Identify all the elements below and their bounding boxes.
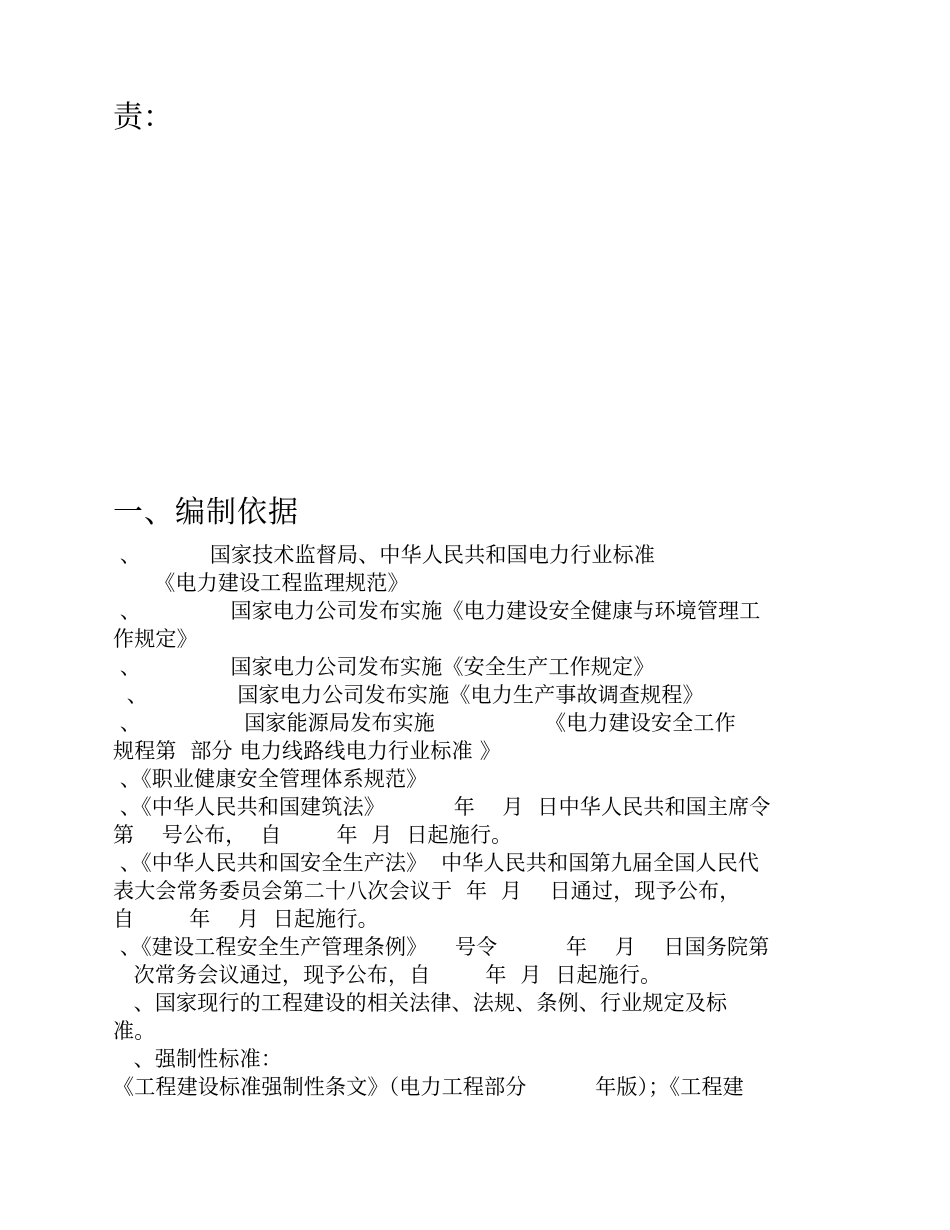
body-line: 、 国家电力公司发布实施《电力建设安全健康与环境管理工 (113, 599, 761, 623)
body-line: 表大会常务委员会第二十八次会议于 年 月 日通过，现予公布， (113, 879, 741, 903)
body-line: 、《中华人民共和国建筑法》 年 月 日中华人民共和国主席令 (113, 795, 771, 819)
body-line: 第 号公布， 自 年 月 日起施行。 (113, 823, 513, 847)
body-line: 、《建设工程安全生产管理条例》 号令 年 月 日国务院第 (113, 935, 770, 959)
body-line: 自 年 月 日起施行。 (113, 907, 379, 931)
body-line: 《电力建设工程监理规范》 (113, 571, 409, 595)
body-line: 准。 (113, 1019, 156, 1043)
section-heading: 一、编制依据 (113, 495, 299, 530)
body-line: 、 国家电力公司发布实施《电力生产事故调查规程》 (113, 683, 704, 707)
fragment-heading: 责： (113, 100, 173, 135)
body-line: 作规定》 (113, 627, 198, 651)
body-line: 、强制性标准： (113, 1047, 283, 1071)
body-line: 、 国家电力公司发布实施《安全生产工作规定》 (113, 655, 655, 679)
body-line: 、《职业健康安全管理体系规范》 (113, 767, 428, 791)
body-line: 、国家现行的工程建设的相关法律、法规、条例、行业规定及标 (113, 991, 728, 1015)
body-line: 、《中华人民共和国安全生产法》 中华人民共和国第九届全国人民代 (113, 851, 760, 875)
body-line: 、 国家技术监督局、中华人民共和国电力行业标准 (113, 543, 656, 567)
body-line: 规程第 部分 电力线路线电力行业标准 》 (113, 739, 501, 763)
body-line: 、 国家能源局发布实施 《电力建设安全工作 (113, 711, 736, 735)
body-line: 《工程建设标准强制性条文》（电力工程部分 年版）；《工程建 (113, 1075, 744, 1099)
body-line: 次常务会议通过，现予公布，自 年 月 日起施行。 (113, 963, 662, 987)
